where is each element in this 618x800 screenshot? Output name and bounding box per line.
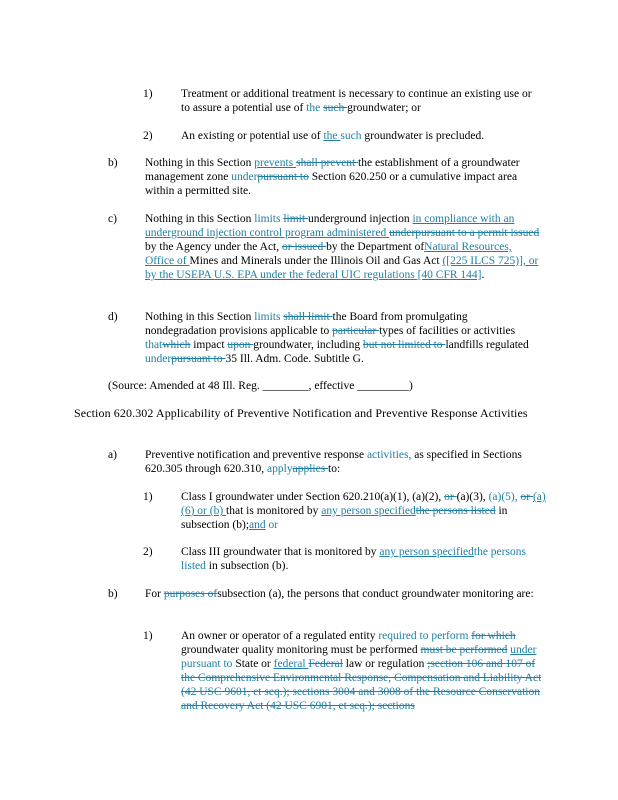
text-deletion: pursuant to: [257, 171, 309, 183]
text-run: by the Department of: [326, 241, 425, 253]
text-insertion: activities,: [366, 449, 412, 461]
text-run: Section 620.302 Applicability of Preventive Notification and Preventive Response Activities: [74, 406, 528, 420]
item-label: c): [108, 213, 117, 225]
text-run: by the Agency under the Act,: [145, 241, 283, 253]
text-insertion: under: [231, 171, 258, 183]
text-insertion: limits: [254, 311, 284, 323]
section-heading: [74, 406, 544, 420]
text-run: An existing or potential use of: [181, 130, 324, 142]
text-run: Class I groundwater under Section 620.210(a)(1), (a)(2),: [181, 491, 445, 503]
text-insertion: ([225 ILCS 725)]: [442, 255, 523, 267]
text-insertion: the persons listed: [181, 546, 526, 572]
text-run: Preventive notification and preventive response: [145, 449, 367, 461]
text-run: 35 Ill. Adm. Code. Subtitle G.: [225, 353, 364, 365]
text-insertion: the: [323, 130, 341, 142]
text-deletion: or: [444, 491, 457, 503]
text-deletion: upon: [227, 339, 254, 351]
text-run: law or regulation: [342, 658, 428, 670]
text-deletion: applies: [292, 463, 329, 475]
text-deletion: ;section 106 and 107 of the Comprehensive Environmental Response, Compensation and Liability Act (42 USC 9601, et seq.); sections 3004 and 3008 of the Resource Conservation and Recovery Act (42 USC 6901, et seq.); sections: [181, 658, 542, 712]
text-deletion: or issued: [282, 241, 327, 253]
text-deletion: pursuant to: [171, 353, 226, 365]
item-label: d): [108, 311, 118, 323]
item-text: [181, 545, 547, 573]
text-run: that is monitored by: [226, 505, 322, 517]
item-label: b): [108, 588, 118, 600]
text-insertion: any person specified: [321, 505, 416, 517]
text-insertion: in compliance with an underground injection control program administered: [145, 213, 515, 239]
text-run: Section 620.250 or a cumulative impact area within a permitted site.: [145, 171, 518, 197]
text-deletion: particular: [332, 325, 380, 337]
text-deletion: which: [162, 339, 191, 351]
text-deletion: underpursuant to a permit issued: [389, 227, 540, 239]
item-label: 1): [143, 491, 153, 503]
item-label: 1): [143, 88, 153, 100]
text-insertion: Natural Resources, Office of: [145, 241, 512, 267]
item-text: [145, 448, 541, 476]
text-insertion: federal: [273, 658, 309, 670]
text-run: For: [145, 588, 164, 600]
text-deletion: the persons listed: [415, 505, 496, 517]
text-insertion: under: [145, 353, 172, 365]
text-run: (a)(3),: [456, 491, 489, 503]
text-deletion: shall prevent: [296, 157, 359, 169]
item-text: [181, 129, 541, 143]
item-label: 1): [143, 630, 153, 642]
text-deletion: Federal: [308, 658, 343, 670]
text-run: in subsection (b).: [205, 560, 289, 572]
text-run: (Source: Amended at 48 Ill. Reg. ________, effective _________): [108, 380, 413, 392]
text-insertion: pursuant to: [181, 658, 233, 670]
text-run: groundwater is precluded.: [361, 130, 485, 142]
item-text: [145, 310, 541, 366]
text-run: Treatment or additional treatment is necessary to continue an existing use or to assure a potential use of: [181, 88, 532, 114]
text-run: underground injection: [307, 213, 413, 225]
text-run: subsection (a), the persons that conduct groundwater monitoring are:: [217, 588, 534, 600]
text-run: the establishment of a groundwater management zone: [145, 157, 520, 183]
text-deletion: shall limit: [283, 311, 333, 323]
text-run: Nothing in this Section: [145, 213, 255, 225]
text-insertion: such: [340, 130, 362, 142]
text-deletion: but not limited to: [363, 339, 446, 351]
text-insertion: (a)(6) or (b): [181, 491, 546, 517]
text-deletion: such: [323, 102, 348, 114]
text-insertion: or: [265, 519, 279, 531]
text-run: Nothing in this Section: [145, 157, 255, 169]
item-label: 2): [143, 130, 153, 142]
text-run: groundwater, including: [253, 339, 364, 351]
text-insertion: and: [249, 519, 266, 531]
text-insertion: the: [306, 102, 324, 114]
item-text: [181, 87, 541, 115]
text-run: groundwater quality monitoring must be performed: [181, 644, 421, 656]
text-run: Class III groundwater that is monitored by: [181, 546, 380, 558]
text-run: groundwater; or: [347, 102, 421, 114]
item-text: [145, 212, 541, 282]
text-run: landfills regulated: [445, 339, 529, 351]
text-run: types of facilities or activities: [379, 325, 516, 337]
text-insertion: any person specified: [379, 546, 474, 558]
item-text: [145, 587, 541, 601]
text-run: .: [481, 269, 485, 281]
text-deletion: for which: [471, 630, 516, 642]
text-run: as specified in Sections 620.305 through 620.310,: [145, 449, 522, 475]
text-insertion: limits: [254, 213, 284, 225]
text-run: to:: [328, 463, 341, 475]
text-run: State or: [232, 658, 274, 670]
item-label: a): [108, 449, 117, 461]
source-text: [108, 379, 538, 393]
text-insertion: that: [145, 339, 163, 351]
text-insertion: , or by the USEPA U.S. EPA under the federal UIC regulations [40 CFR 144]: [145, 255, 539, 281]
text-run: Mines and Minerals under the Illinois Oil and Gas Act: [189, 255, 443, 267]
text-insertion: under: [510, 644, 537, 656]
text-deletion: limit: [283, 213, 308, 225]
text-deletion: or: [520, 491, 533, 503]
text-deletion: must be performed: [420, 644, 508, 656]
text-insertion: apply: [267, 463, 293, 475]
item-text: [181, 490, 547, 532]
item-label: 2): [143, 546, 153, 558]
text-run: An owner or operator of a regulated entity: [181, 630, 379, 642]
text-insertion: required to perform: [378, 630, 472, 642]
text-deletion: purposes of: [163, 588, 218, 600]
text-insertion: (a)(5),: [488, 491, 521, 503]
text-run: Nothing in this Section: [145, 311, 255, 323]
item-label: b): [108, 157, 118, 169]
text-insertion: prevents: [254, 157, 297, 169]
item-text: [181, 629, 543, 713]
text-run: the Board from promulgating nondegradation provisions applicable to: [145, 311, 468, 337]
text-run: in subsection (b);: [181, 505, 508, 531]
text-run: impact: [190, 339, 228, 351]
item-text: [145, 156, 541, 198]
